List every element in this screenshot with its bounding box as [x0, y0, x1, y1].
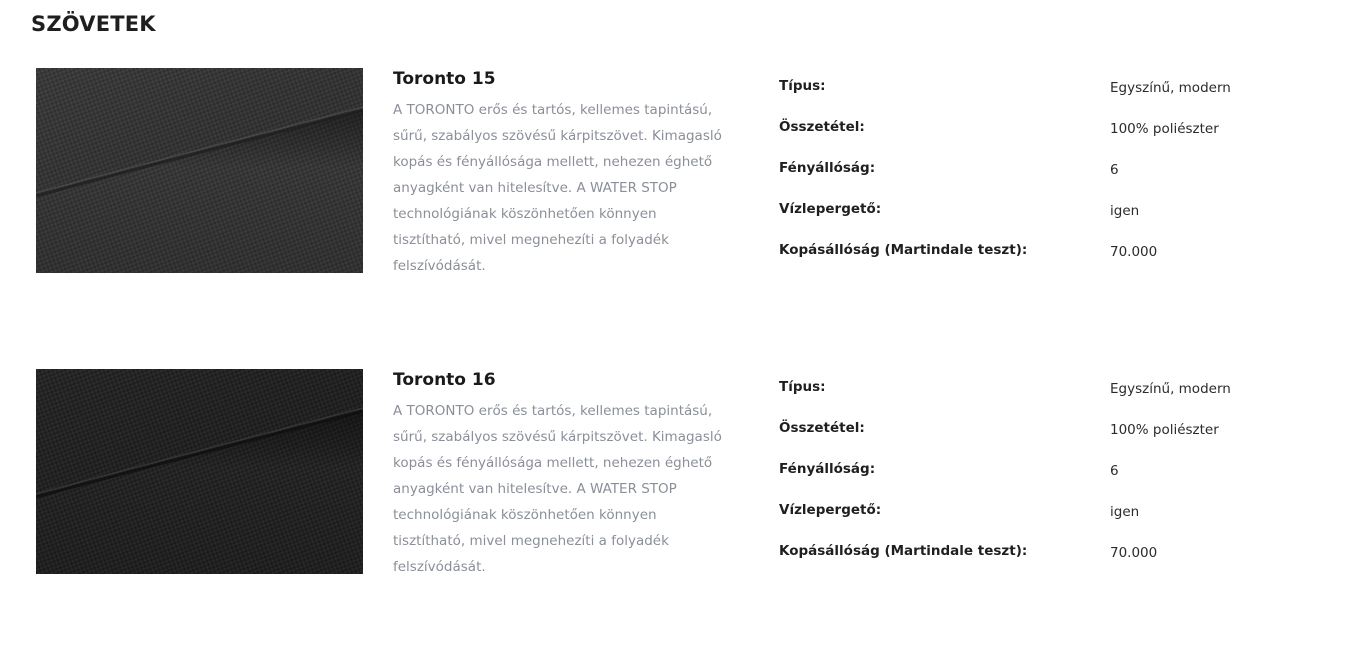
spec-value: 100% poliészter — [1110, 121, 1219, 137]
spec-row-water-repellent — [779, 500, 1319, 541]
spec-row-composition — [779, 418, 1319, 459]
spec-row-type — [779, 76, 1319, 117]
fabric-swatch-image — [36, 68, 363, 273]
spec-value: Egyszínű, modern — [1110, 80, 1231, 96]
spec-label: Típus: — [779, 379, 826, 395]
spec-value: 70.000 — [1110, 244, 1158, 260]
spec-row-abrasion-resistance — [779, 240, 1319, 281]
fabric-description: A TORONTO erős és tartós, kellemes tapintású, sűrű, szabályos szövésű kárpitszövet. Kimagasló kopás és fényállósága mellett, nehezen éghető anyagként van hitelesítve. A WATER STOP technológiának köszönhetően könnyen tisztítható, mivel megnehezíti a folyadék felszívódását. — [393, 403, 722, 575]
fabric-name: Toronto 16 — [393, 370, 496, 390]
spec-row-lightfastness — [779, 158, 1319, 199]
fabric-swatch-image — [36, 369, 363, 574]
fabric-item-toronto-16 — [36, 369, 1336, 589]
fabric-specs — [779, 377, 1319, 582]
spec-row-composition — [779, 117, 1319, 158]
spec-row-water-repellent — [779, 199, 1319, 240]
fabric-description: A TORONTO erős és tartós, kellemes tapintású, sűrű, szabályos szövésű kárpitszövet. Kimagasló kopás és fényállósága mellett, nehezen éghető anyagként van hitelesítve. A WATER STOP technológiának köszönhetően könnyen tisztítható, mivel megnehezíti a folyadék felszívódását. — [393, 102, 722, 274]
spec-row-abrasion-resistance — [779, 541, 1319, 582]
section-title: SZÖVETEK — [31, 12, 156, 36]
spec-row-type — [779, 377, 1319, 418]
spec-label: Fényállóság: — [779, 160, 876, 176]
spec-row-lightfastness — [779, 459, 1319, 500]
spec-value: igen — [1110, 203, 1140, 219]
spec-label: Összetétel: — [779, 119, 865, 135]
fabric-specs — [779, 76, 1319, 281]
spec-label: Fényállóság: — [779, 461, 876, 477]
fabric-name: Toronto 15 — [393, 69, 496, 89]
spec-label: Összetétel: — [779, 420, 865, 436]
spec-label: Típus: — [779, 78, 826, 94]
spec-value: Egyszínű, modern — [1110, 381, 1231, 397]
spec-label: Kopásállóság (Martindale teszt): — [779, 242, 1028, 258]
spec-label: Vízlepergető: — [779, 201, 882, 217]
fabric-item-toronto-15 — [36, 68, 1336, 288]
spec-value: 6 — [1110, 162, 1119, 178]
spec-value: 100% poliészter — [1110, 422, 1219, 438]
spec-label: Vízlepergető: — [779, 502, 882, 518]
spec-value: igen — [1110, 504, 1140, 520]
spec-label: Kopásállóság (Martindale teszt): — [779, 543, 1028, 559]
spec-value: 70.000 — [1110, 545, 1158, 561]
spec-value: 6 — [1110, 463, 1119, 479]
